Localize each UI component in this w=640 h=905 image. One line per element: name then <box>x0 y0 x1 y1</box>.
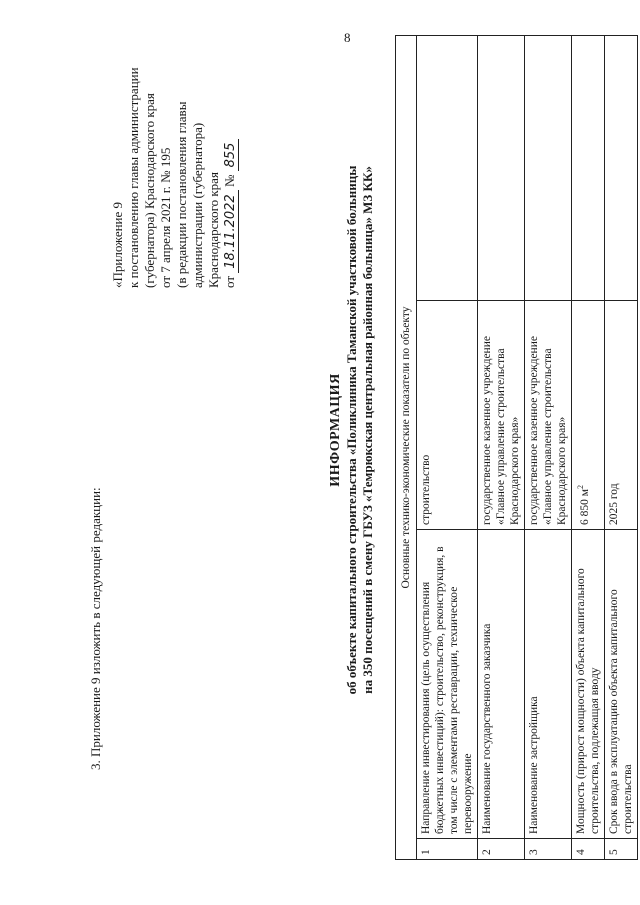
heading-line: об объекте капитального строительства «Поликлиника Таманской участковой больницы <box>344 165 359 695</box>
date-prefix: от <box>222 275 237 288</box>
appendix-line: администрации (губернатора) <box>190 122 205 288</box>
appendix-date-line <box>222 28 239 288</box>
appendix-line: «Приложение 9 <box>110 201 125 288</box>
row-empty-cell <box>478 36 525 301</box>
row-label: Наименование государственного заказчика <box>478 530 525 839</box>
row-number: 1 <box>417 839 478 860</box>
appendix-line: (губернатора) Краснодарского края <box>142 93 157 288</box>
heading-line: на 350 посещений в смену ГБУЗ «Темрюкская центральная районная больница» МЗ КК» <box>360 166 375 694</box>
appendix-line: от 7 апреля 2021 г. № 195 <box>158 147 173 288</box>
number-prefix: № <box>222 174 237 188</box>
row-value-cell <box>572 301 605 530</box>
intro-line: 3. Приложение 9 изложить в следующей редакции: <box>88 487 103 770</box>
row-label: Направление инвестирования (цель осуществления бюджетных инвестиций): строительство, реконструкция, в том числе с элементами реставрации, техническое перевооружение <box>417 530 478 839</box>
row-empty-cell <box>417 36 478 301</box>
table-row <box>605 36 638 860</box>
appendix-line: (в редакции постановления главы <box>174 101 189 288</box>
handwritten-number: 855 <box>223 139 239 172</box>
table-row <box>478 36 525 860</box>
row-number: 3 <box>525 839 572 860</box>
row-value: строительство <box>417 301 478 530</box>
row-value: государственное казенное учреждение «Главное управление строительства Краснодарского края» <box>478 301 525 530</box>
table-row <box>417 36 478 860</box>
row-number: 5 <box>605 839 638 860</box>
row-number: 4 <box>572 839 605 860</box>
table-row <box>525 36 572 860</box>
row-value: 2025 год <box>605 301 638 530</box>
heading-title: ИНФОРМАЦИЯ <box>328 373 343 487</box>
row-empty-cell <box>572 36 605 301</box>
table-header-row <box>396 36 417 860</box>
row-value: государственное казенное учреждение «Главное управление строительства Краснодарского края» <box>525 301 572 530</box>
appendix-block <box>110 28 239 288</box>
rotated-landscape-content <box>70 20 634 880</box>
superscript: 2 <box>576 484 585 489</box>
row-number: 2 <box>478 839 525 860</box>
indicators-table <box>395 35 638 860</box>
appendix-line: Краснодарского края <box>206 172 221 288</box>
row-label: Срок ввода в эксплуатацию объекта капитального строительства <box>605 530 638 839</box>
document-heading <box>328 130 376 730</box>
row-value: 6 850 м <box>578 488 591 525</box>
table-row <box>572 36 605 860</box>
row-empty-cell <box>605 36 638 301</box>
page-number: 8 <box>344 30 351 45</box>
row-empty-cell <box>525 36 572 301</box>
row-label: Наименование застройщика <box>525 530 572 839</box>
table-header: Основные технико-экономические показатели по объекту <box>396 36 417 860</box>
appendix-line: к постановлению главы администрации <box>126 67 141 288</box>
row-label: Мощность (прирост мощности) объекта капитального строительства, подлежащая вводу <box>572 530 605 839</box>
handwritten-date: 18.11.2022 <box>223 190 239 272</box>
